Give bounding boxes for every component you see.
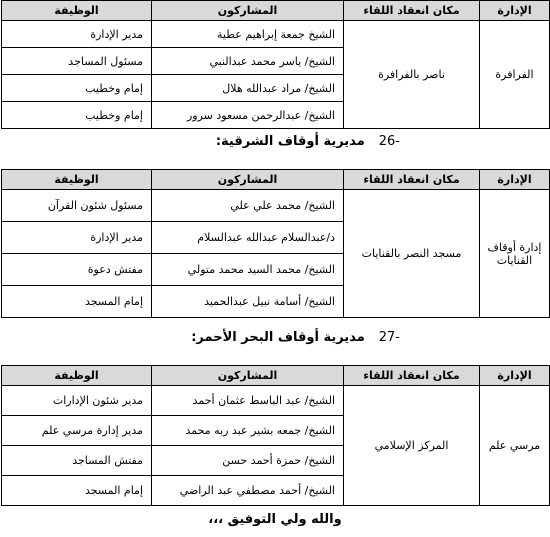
participant-cell: الشيخ/ عبد الباسط عثمان أحمد bbox=[152, 386, 344, 416]
job-cell: إمام وخطيب bbox=[2, 75, 152, 102]
section-heading bbox=[216, 134, 400, 149]
section-number: -26 bbox=[378, 134, 400, 149]
job-cell: مدير إدارة مرسي علم bbox=[2, 416, 152, 446]
place-cell: مسجد النصر بالقنايات bbox=[344, 190, 480, 318]
table-row bbox=[2, 386, 550, 416]
participant-cell: د/عبدالسلام عبدالله عبدالسلام bbox=[152, 222, 344, 254]
job-cell: مسئول شئون القرآن bbox=[2, 190, 152, 222]
header-participants: المشاركون bbox=[152, 170, 344, 190]
job-cell: إمام المسجد bbox=[2, 286, 152, 318]
participant-cell: الشيخ/ محمد علي علي bbox=[152, 190, 344, 222]
job-cell: إمام وخطيب bbox=[2, 102, 152, 129]
table-header-row bbox=[2, 170, 550, 190]
table-sharqia bbox=[1, 169, 550, 318]
participant-cell: الشيخ/ ياسر محمد عبدالنبي bbox=[152, 48, 344, 75]
table-red-sea bbox=[1, 365, 550, 506]
job-cell: مفتش المساجد bbox=[2, 446, 152, 476]
header-participants: المشاركون bbox=[152, 366, 344, 386]
place-cell: ناصر بالفرافرة bbox=[344, 21, 480, 129]
job-cell: مدير الإدارة bbox=[2, 21, 152, 48]
header-job: الوظيفة bbox=[2, 170, 152, 190]
table-header-row bbox=[2, 366, 550, 386]
participant-cell: الشيخ/ عبدالرحمن مسعود سرور bbox=[152, 102, 344, 129]
participant-cell: الشيخ/ أسامة نبيل عبدالحميد bbox=[152, 286, 344, 318]
header-job: الوظيفة bbox=[2, 1, 152, 21]
participant-cell: الشيخ/ مراد عبدالله هلال bbox=[152, 75, 344, 102]
job-cell: مسئول المساجد bbox=[2, 48, 152, 75]
job-cell: مفتش دعوة bbox=[2, 254, 152, 286]
closing-text: والله ولي التوفيق ،،، bbox=[208, 512, 342, 527]
job-cell: إمام المسجد bbox=[2, 476, 152, 506]
header-place: مكان انعقاد اللقاء bbox=[344, 1, 480, 21]
section-heading bbox=[191, 330, 400, 345]
admin-cell: الفرافرة bbox=[480, 21, 550, 129]
header-admin: الإدارة bbox=[480, 170, 550, 190]
table-row bbox=[2, 21, 550, 48]
participant-cell: الشيخ/ محمد السيد محمد متولي bbox=[152, 254, 344, 286]
header-admin: الإدارة bbox=[480, 366, 550, 386]
header-place: مكان انعقاد اللقاء bbox=[344, 170, 480, 190]
header-admin: الإدارة bbox=[480, 1, 550, 21]
admin-cell: مرسي علم bbox=[480, 386, 550, 506]
table-row bbox=[2, 190, 550, 222]
section-number: -27 bbox=[378, 330, 400, 345]
header-place: مكان انعقاد اللقاء bbox=[344, 366, 480, 386]
header-participants: المشاركون bbox=[152, 1, 344, 21]
header-job: الوظيفة bbox=[2, 366, 152, 386]
participant-cell: الشيخ/ جمعه بشير عبد ربه محمد bbox=[152, 416, 344, 446]
section-title: مديرية أوقاف الشرقية: bbox=[215, 134, 365, 149]
place-cell: المركز الإسلامي bbox=[344, 386, 480, 506]
job-cell: مدير شئون الإدارات bbox=[2, 386, 152, 416]
table-header-row bbox=[2, 1, 550, 21]
section-title: مديرية أوقاف البحر الأحمر: bbox=[191, 330, 365, 345]
job-cell: مدير الإدارة bbox=[2, 222, 152, 254]
participant-cell: الشيخ جمعة إبراهيم عطية bbox=[152, 21, 344, 48]
participant-cell: الشيخ/ حمزة أحمد حسن bbox=[152, 446, 344, 476]
admin-cell: إدارة أوقاف القنايات bbox=[480, 190, 550, 318]
participant-cell: الشيخ/ أحمد مصطفي عبد الراضي bbox=[152, 476, 344, 506]
table-farafra bbox=[1, 0, 550, 129]
